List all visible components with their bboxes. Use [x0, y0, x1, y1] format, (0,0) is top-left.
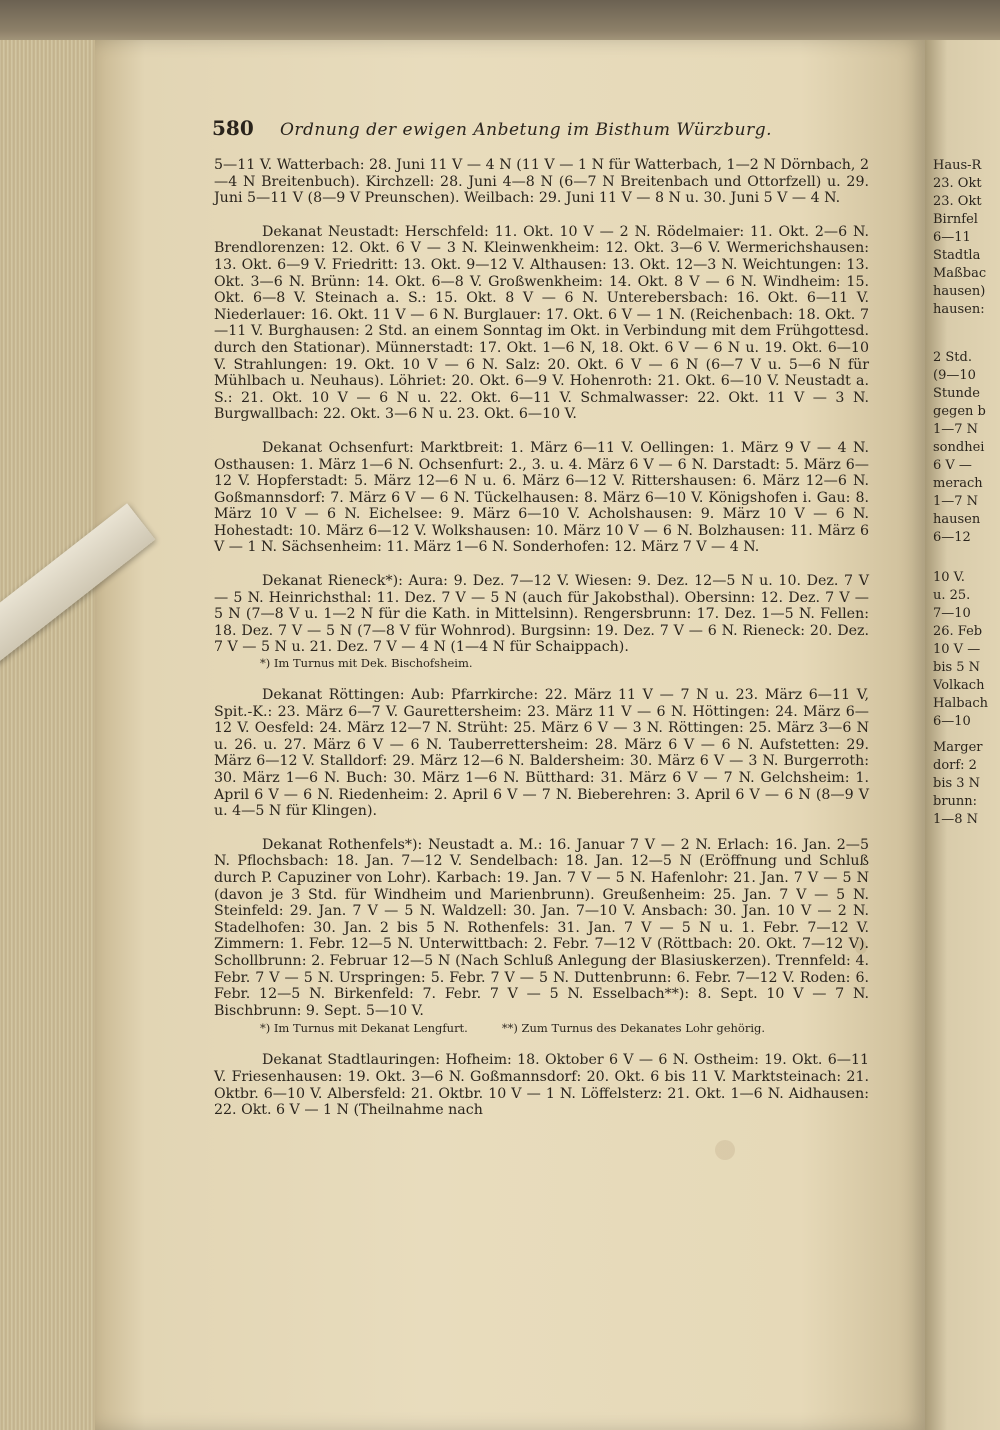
facing-page-text-fragment: hausen: [933, 302, 985, 317]
paper-stain [715, 1140, 735, 1160]
facing-page-text-fragment: Marger [933, 740, 983, 755]
section-dekanat-neustadt [214, 224, 869, 423]
facing-page-text-fragment: 26. Feb [933, 624, 983, 639]
facing-page-text-fragment: Stadtla [933, 248, 981, 263]
facing-page-text-fragment: brunn: [933, 794, 978, 809]
facing-page [925, 40, 1000, 1430]
facing-page-text-fragment: Haus-R [933, 158, 982, 173]
facing-page-text-fragment: 10 V. [933, 570, 965, 585]
facing-page-text-fragment: 6 V — [933, 458, 972, 473]
facing-page-text-fragment: Halbach [933, 696, 988, 711]
facing-page-text-fragment: sondhei [933, 440, 985, 455]
section-dekanat-stadtlauringen [214, 1052, 869, 1118]
paragraph: Dekanat Neustadt: Herschfeld: 11. Okt. 10 V — 2 N. Rödelmaier: 11. Okt. 2—6 N. Brendlorenzen: 12. Okt. 6 V — 3 N. Kleinwenkheim: 12. Okt. 3—6 V. Wermerichshausen: 13. Okt. 6—9 V. Friedritt: 13. Okt. 9—12 V. Althausen: 13. Okt. 12—3 N. Weichtungen: 13. Okt. 3—6 N. Brünn: 14. Okt. 6—8 V. Großwenkheim: 14. Okt. 8 V — 6 N. Windheim: 15. Okt. 6—8 V. Steinach a. S.: 15. Okt. 8 V — 6 N. Unterebersbach: 16. Okt. 6—11 V. Niederlauer: 16. Okt. 11 V — 6 N. Burglauer: 17. Okt. 6 V — 1 N. (Reichenbach: 18. Okt. 7—11 V. Burghausen: 2 Std. an einem Sonntag im Okt. in Verbindung mit dem Frühgottesd. durch den Stationar). Münnerstadt: 17. Okt. 1—6 N, 18. Okt. 6 V — 6 N u. 19. Okt. 6—10 V. Strahlungen: 19. Okt. 10 V — 6 N. Salz: 20. Okt. 6 V — 6 N (6—7 V u. 5—6 N für Mühlbach u. Neuhaus). Löhriet: 20. Okt. 6—9 V. Hohenroth: 21. Okt. 6—10 V. Neustadt a. S.: 21. Okt. 10 V — 6 N u. 22. Okt. 6—11 V. Schmalwasser: 22. Okt. 11 V — 3 N. Burgwallbach: 22. Okt. 3—6 N u. 23. Okt. 6—10 V. [214, 223, 869, 423]
facing-page-text-fragment: hausen [933, 512, 981, 527]
facing-page-text-fragment: gegen b [933, 404, 986, 419]
facing-page-text-fragment: 6—11 [933, 230, 971, 245]
section-dekanat-rieneck [214, 573, 869, 670]
facing-page-text-fragment: Maßbac [933, 266, 987, 281]
facing-page-text-fragment: Volkach [933, 678, 985, 693]
facing-page-text-fragment: 1—8 N [933, 812, 979, 827]
footnote: *) Im Turnus mit Dek. Bischofsheim. [260, 656, 473, 671]
paragraph: Dekanat Rothenfels*): Neustadt a. M.: 16. Januar 7 V — 2 N. Erlach: 16. Jan. 2—5 N. Pflochsbach: 18. Jan. 7—12 V. Sendelbach: 18. Jan. 12—5 N (Eröffnung und Schluß durch P. Capuziner von Lohr). Karbach: 19. Jan. 7 V — 5 N. Hafenlohr: 21. Jan. 7 V — 5 N (davon je 3 Std. für Windheim und Marienbrunn). Greußenheim: 25. Jan. 7 V — 5 N. Steinfeld: 29. Jan. 7 V — 5 N. Waldzell: 30. Jan. 7—10 V. Ansbach: 30. Jan. 10 V — 2 N. Stadelhofen: 30. Jan. 2 bis 5 N. Rothenfels: 31. Jan. 7 V — 5 N u. 1. Febr. 7—12 V. Zimmern: 1. Febr. 12—5 N. Unterwittbach: 2. Febr. 7—12 V (Röttbach: 20. Okt. 7—12 V). Schollbrunn: 2. Februar 12—5 N (Nach Schluß Anlegung der Blasiuskerzen). Trennfeld: 4. Febr. 7 V — 5 N. Urspringen: 5. Febr. 7 V — 5 N. Duttenbrunn: 6. Febr. 7—12 V. Roden: 6. Febr. 12—5 N. Birkenfeld: 7. Febr. 7 V — 5 N. Esselbach**): 8. Sept. 10 V — 7 N. Bischbrunn: 9. Sept. 5—10 V. [214, 836, 869, 1019]
paragraph: Dekanat Ochsenfurt: Marktbreit: 1. März 6—11 V. Oellingen: 1. März 9 V — 4 N. Osthausen: 1. März 1—6 N. Ochsenfurt: 2., 3. u. 4. März 6 V — 6 N. Darstadt: 5. März 6—12 V. Hopferstadt: 5. März 12—6 N u. 6. März 6—12 V. Rittershausen: 6. März 12—6 N. Goßmannsdorf: 7. März 6 V — 6 N. Tückelhausen: 8. März 6—10 V. Königshofen i. Gau: 8. März 10 V — 6 N. Eichelsee: 9. März 6—10 V. Acholshausen: 9. März 10 V — 6 N. Hohestadt: 10. März 6—12 V. Wolkshausen: 10. März 10 V — 6 N. Bolzhausen: 11. März 6 V — 1 N. Sächsenheim: 11. März 1—6 N. Sonderhofen: 12. März 7 V — 4 N. [214, 439, 869, 556]
facing-page-text-fragment: 1—7 N [933, 422, 979, 437]
facing-page-text-fragment: dorf: 2 [933, 758, 977, 773]
facing-page-text-fragment: hausen) [933, 284, 986, 299]
section-dekanat-ochsenfurt [214, 440, 869, 556]
page-header [212, 116, 772, 140]
running-title: Ordnung der ewigen Anbetung im Bisthum Würzburg. [279, 120, 772, 140]
facing-page-text-fragment: 23. Okt [933, 176, 982, 191]
page-number: 580 [212, 116, 254, 140]
paragraph: Dekanat Rieneck*): Aura: 9. Dez. 7—12 V. Wiesen: 9. Dez. 12—5 N u. 10. Dez. 7 V — 5 N. Heinrichsthal: 11. Dez. 7 V — 5 N (auch für Jakobsthal). Obersinn: 12. Dez. 7 V — 5 N (7—8 V u. 1—2 N für die Kath. in Mittelsinn). Rengersbrunn: 17. Dez. 1—5 N. Fellen: 18. Dez. 7 V — 5 N (7—8 V für Wohnrod). Burgsinn: 19. Dez. 7 V — 6 N. Rieneck: 20. Dez. 7 V — 5 N u. 21. Dez. 7 V — 4 N (1—4 N für Schaippach). [214, 573, 869, 656]
section-continuation [214, 157, 869, 207]
page-stack-edge [0, 40, 110, 1430]
facing-page-text-fragment: merach [933, 476, 983, 491]
paragraph: Dekanat Röttingen: Aub: Pfarrkirche: 22. März 11 V — 7 N u. 23. März 6—11 V, Spit.-K.: 23. März 6—7 V. Gaurettersheim: 23. März 11 V — 6 N. Höttingen: 24. März 6—12 V. Oesfeld: 24. März 12—7 N. Strüht: 25. März 6 V — 3 N. Röttingen: 25. März 3—6 N u. 26. u. 27. März 6 V — 6 N. Tauberrettersheim: 28. März 6 V — 6 N. Aufstetten: 29. März 6—12 V. Stalldorf: 29. März 12—6 N. Baldersheim: 30. März 6 V — 3 N. Burgerroth: 30. März 1—6 N. Buch: 30. März 1—6 N. Bütthard: 31. März 6 V — 7 N. Gelchsheim: 1. April 6 V — 6 N. Riedenheim: 2. April 6 V — 7 N. Bieberehren: 3. April 6 V — 6 N (8—9 V u. 4—5 N für Klingen). [214, 687, 869, 820]
facing-page-text-fragment: 7—10 [933, 606, 971, 621]
facing-page-text-fragment: 10 V — [933, 642, 981, 657]
page-body [214, 157, 869, 1136]
paragraph: Dekanat Stadtlauringen: Hofheim: 18. Oktober 6 V — 6 N. Ostheim: 19. Okt. 6—11 V. Friesenhausen: 19. Okt. 3—6 N. Goßmannsdorf: 20. Okt. 6 bis 11 V. Marktsteinach: 21. Oktbr. 6—10 V. Albersfeld: 21. Oktbr. 10 V — 1 N. Löffelsterz: 21. Okt. 1—6 N. Aidhausen: 22. Okt. 6 V — 1 N (Theilnahme nach [214, 1052, 869, 1119]
footnotes [214, 1021, 869, 1035]
section-dekanat-rothenfels [214, 837, 869, 1036]
facing-page-text-fragment: bis 3 N [933, 776, 981, 791]
facing-page-text-fragment: 1—7 N [933, 494, 979, 509]
facing-page-text-fragment: 2 Std. [933, 350, 972, 365]
facing-page-text-fragment: Stunde [933, 386, 980, 401]
facing-page-text-fragment: Birnfel [933, 212, 978, 227]
facing-page-text-fragment: 23. Okt [933, 194, 982, 209]
facing-page-text-fragment: bis 5 N [933, 660, 981, 675]
facing-page-text-fragment: u. 25. [933, 588, 971, 603]
paragraph: 5—11 V. Watterbach: 28. Juni 11 V — 4 N (11 V — 1 N für Watterbach, 1—2 N Dörnbach, 2—4 N Breitenbuch). Kirchzell: 28. Juni 4—8 N (6—7 N Breitenbach und Ottorfzell) u. 29. Juni 5—11 V (8—9 V Preunschen). Weilbach: 29. Juni 11 V — 8 N u. 30. Juni 5 V — 4 N. [214, 157, 869, 207]
footnote: **) Zum Turnus des Dekanates Lohr gehörig. [501, 1021, 766, 1036]
facing-page-text-fragment: 6—12 [933, 530, 971, 545]
footnote: *) Im Turnus mit Dekanat Lengfurt. [260, 1021, 468, 1036]
facing-page-text-fragment: (9—10 [933, 368, 976, 383]
section-dekanat-roettingen [214, 687, 869, 820]
facing-page-text-fragment: 6—10 [933, 714, 971, 729]
